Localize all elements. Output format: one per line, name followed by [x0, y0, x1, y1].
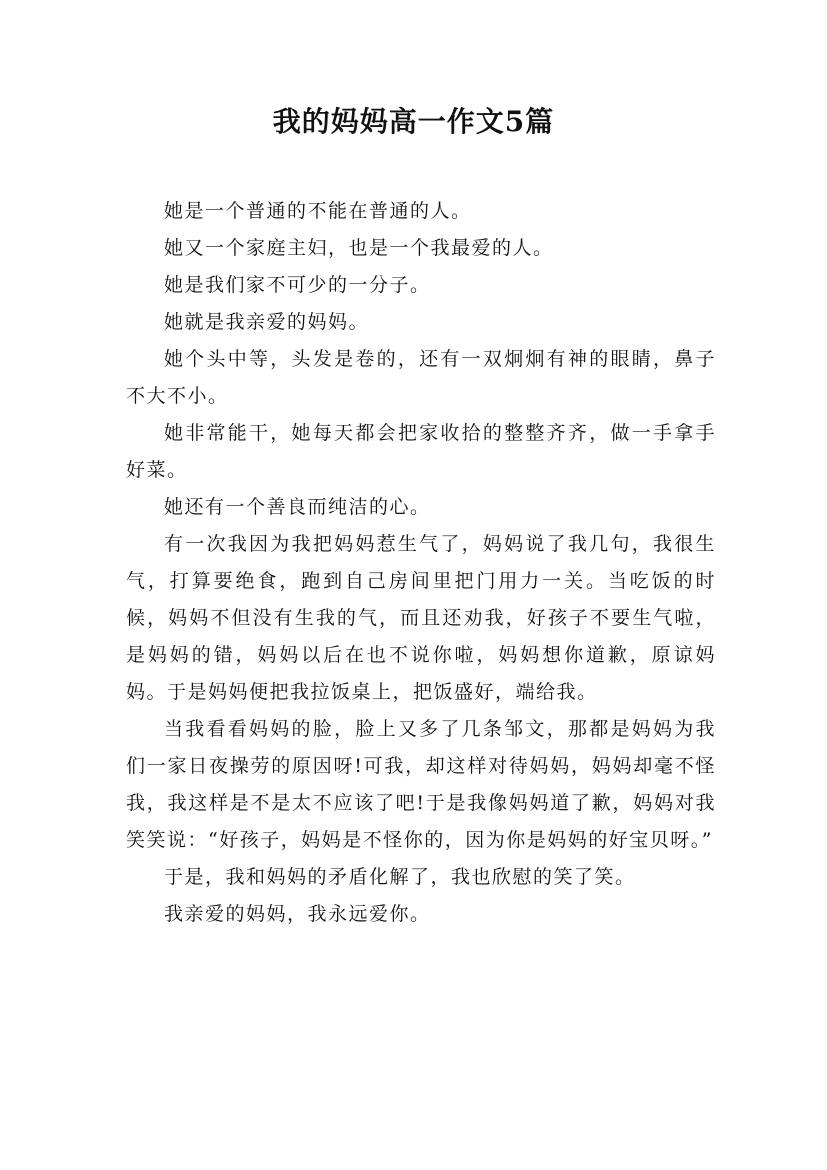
paragraph: 她还有一个善良而纯洁的心。 — [164, 496, 431, 518]
paragraph: 她是我们家不可少的一分子。 — [164, 274, 431, 296]
paragraph: 她是一个普通的不能在普通的人。 — [164, 200, 472, 222]
paragraph: 她非常能干，她每天都会把家收拾的整整齐齐，做一手拿手好菜。 — [126, 422, 716, 481]
paragraph: 她就是我亲爱的妈妈。 — [164, 311, 370, 333]
paragraph: 我亲爱的妈妈，我永远爱你。 — [164, 903, 431, 925]
paragraph: 有一次我因为我把妈妈惹生气了，妈妈说了我几句，我很生气，打算要绝食，跑到自己房间里把门用力一关。当吃饭的时候，妈妈不但没有生我的气，而且还劝我，好孩子不要生气啦，是妈妈的错，妈妈以后在也不说你啦，妈妈想你道歉，原谅妈妈。于是妈妈便把我拉饭桌上，把饭盛好，端给我。 — [126, 533, 716, 703]
paragraph: 当我看看妈妈的脸，脸上又多了几条邹文，那都是妈妈为我们一家日夜操劳的原因呀!可我，却这样对待妈妈，妈妈却毫不怪我，我这样是不是太不应该了吧!于是我像妈妈道了歉，妈妈对我笑笑说：“好孩子，妈妈是不怪你的，因为你是妈妈的好宝贝呀。” — [126, 718, 716, 851]
paragraph: 她个头中等，头发是卷的，还有一双炯炯有神的眼睛，鼻子不大不小。 — [126, 348, 716, 407]
document-title: 我的妈妈高一作文5篇 — [272, 105, 555, 138]
document-body — [126, 193, 716, 933]
paragraph: 她又一个家庭主妇，也是一个我最爱的人。 — [164, 237, 554, 259]
paragraph: 于是，我和妈妈的矛盾化解了，我也欣慰的笑了笑。 — [164, 866, 636, 888]
